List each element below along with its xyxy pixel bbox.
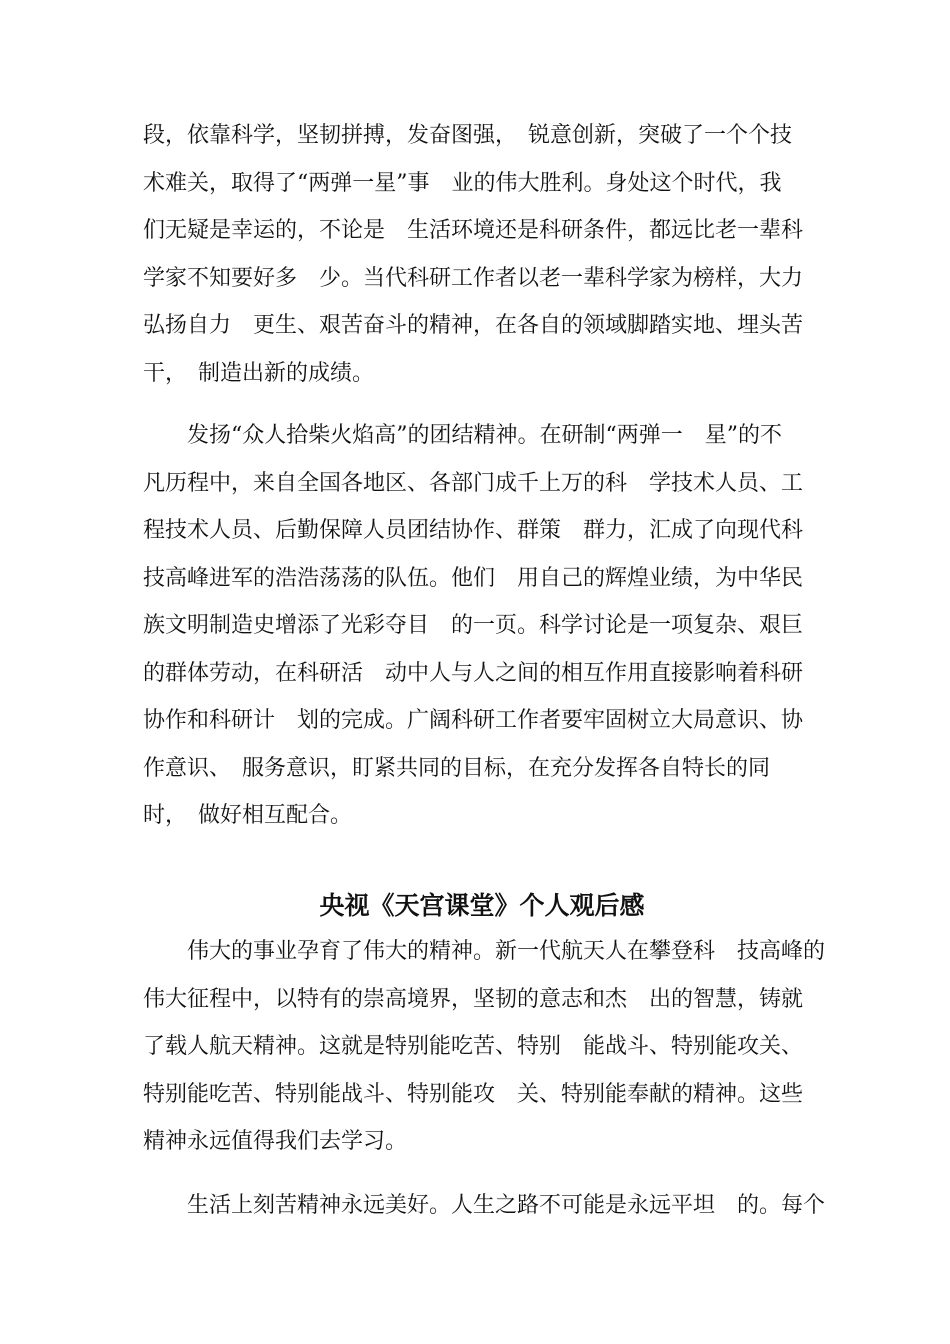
paragraph-line: 技高峰进军的浩浩荡荡的队伍。他们 用自己的辉煌业绩，为中华民 — [143, 565, 804, 591]
section-title: 央视《天宫课堂》个人观后感 — [319, 891, 645, 920]
paragraph-line: 作意识、 服务意识，盯紧共同的目标，在充分发挥各自特长的同 — [143, 755, 771, 781]
paragraph-line: 伟大的事业孕育了伟大的精神。新一代航天人在攀登科 技高峰的 — [143, 939, 826, 964]
paragraph-line: 们无疑是幸运的，不论是 生活环境还是科研条件，都远比老一辈科 — [143, 218, 804, 243]
paragraph-line: 段，依靠科学，坚韧拼搏，发奋图强， 锐意创新，突破了一个个技 — [143, 123, 793, 148]
paragraph-line: 发扬“众人拾柴火焰高”的团结精神。在研制“两弹一 星”的不 — [143, 423, 782, 448]
paragraph-2 — [143, 412, 823, 840]
paragraph-3 — [143, 928, 826, 1166]
paragraph-line: 生活上刻苦精神永远美好。人生之路不可能是永远平坦 的。每个 — [143, 1193, 826, 1218]
paragraph-line: 特别能吃苦、特别能战斗、特别能攻 关、特别能奉献的精神。这些 — [143, 1081, 804, 1107]
paragraph-line: 了载人航天精神。这就是特别能吃苦、特别 能战斗、特别能攻关、 — [143, 1034, 804, 1059]
paragraph-line: 伟大征程中，以特有的崇高境界，坚韧的意志和杰 出的智慧，铸就 — [143, 986, 804, 1012]
paragraph-line: 干， 制造出新的成绩。 — [143, 360, 375, 386]
paragraph-line: 学家不知要好多 少。当代科研工作者以老一辈科学家为榜样，大力 — [143, 265, 804, 291]
paragraph-line: 弘扬自力 更生、艰苦奋斗的精神，在各自的领域脚踏实地、埋头苦 — [143, 313, 804, 338]
paragraph-line: 的群体劳动，在科研活 动中人与人之间的相互作用直接影响着科研 — [143, 660, 804, 686]
paragraph-line: 程技术人员、后勤保障人员团结协作、群策 群力，汇成了向现代科 — [143, 518, 804, 543]
paragraph-line: 凡历程中，来自全国各地区、各部门成千上万的科 学技术人员、工 — [143, 470, 804, 496]
paragraph-4 — [143, 1182, 826, 1230]
paragraph-line: 精神永远值得我们去学习。 — [143, 1129, 408, 1154]
paragraph-line: 协作和科研计 划的完成。广阔科研工作者要牢固树立大局意识、协 — [143, 708, 804, 733]
paragraph-line: 时， 做好相互配合。 — [143, 803, 353, 828]
paragraph-line: 术难关，取得了“两弹一星”事 业的伟大胜利。身处这个时代，我 — [143, 170, 782, 196]
paragraph-line: 族文明制造史增添了光彩夺目 的一页。科学讨论是一项复杂、艰巨 — [143, 613, 804, 638]
paragraph-1 — [143, 112, 823, 397]
